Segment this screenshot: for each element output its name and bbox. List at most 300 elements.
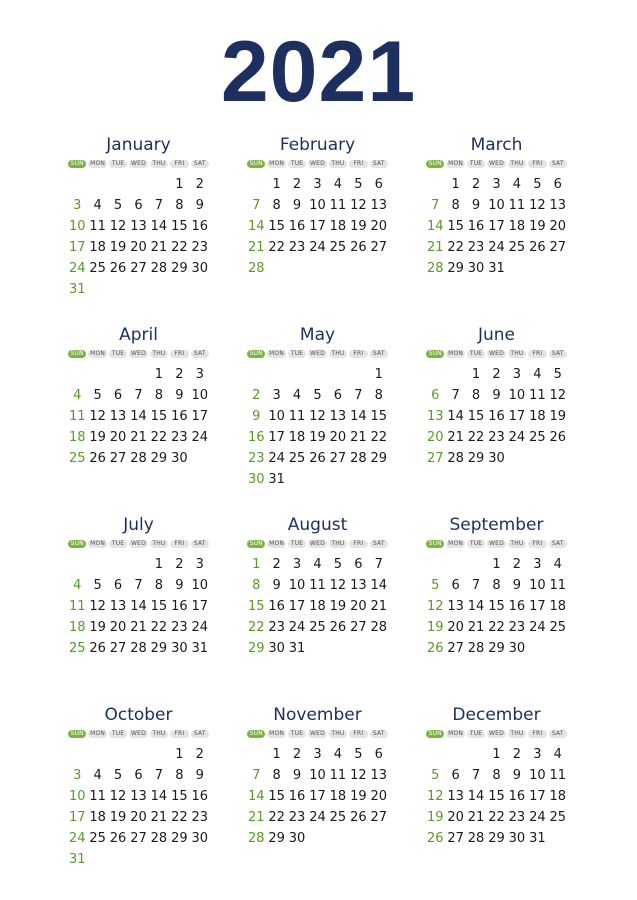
day-cell: 7 xyxy=(154,768,164,783)
empty-cell xyxy=(445,364,465,385)
day-cell: 21 xyxy=(426,240,444,255)
day-cell: 8 xyxy=(272,768,281,783)
day-cell: 16 xyxy=(288,789,306,804)
day-cell: 28 xyxy=(247,261,265,276)
weekday-label: SAT xyxy=(191,160,209,168)
day-cell: 17 xyxy=(488,219,505,234)
day-cell: 20 xyxy=(426,430,444,445)
weekday-label: SUN xyxy=(426,350,444,358)
day-cell: 6 xyxy=(431,388,440,403)
day-cell: 21 xyxy=(130,430,147,445)
empty-cell xyxy=(246,364,266,385)
day-cell: 4 xyxy=(292,388,302,403)
day-cell: 2 xyxy=(512,557,522,572)
weekday-label: THU xyxy=(150,540,168,548)
day-cell: 15 xyxy=(150,599,168,614)
day-cell: 1 xyxy=(154,367,164,382)
day-cell: 11 xyxy=(329,198,347,213)
day-cell: 4 xyxy=(93,768,102,783)
weekday-header xyxy=(246,348,389,360)
month-name: February xyxy=(279,135,356,155)
day-cell: 26 xyxy=(426,831,444,846)
day-cell: 2 xyxy=(292,177,302,192)
weekday-label: TUE xyxy=(109,540,127,548)
day-cell: 5 xyxy=(431,578,440,593)
day-cell: 13 xyxy=(350,578,367,593)
weekday-label: WED xyxy=(489,160,504,167)
month-february xyxy=(246,130,389,320)
day-cell: 14 xyxy=(467,599,485,614)
day-cell: 26 xyxy=(350,240,367,255)
day-cell: 10 xyxy=(488,198,505,213)
day-cell: 10 xyxy=(288,578,306,593)
day-cell: 1 xyxy=(272,747,281,762)
day-cell: 30 xyxy=(171,451,188,466)
empty-cell xyxy=(445,744,465,765)
month-april xyxy=(67,320,210,510)
weekday-label: SUN xyxy=(68,730,86,738)
day-cell: 11 xyxy=(89,219,106,234)
weekday-label: FRI xyxy=(170,540,188,548)
day-cell: 8 xyxy=(492,578,501,593)
day-cell: 8 xyxy=(451,198,460,213)
empty-cell xyxy=(149,174,169,195)
day-cell: 29 xyxy=(150,641,168,656)
weekday-label: MON xyxy=(269,350,285,357)
weekday-label: MON xyxy=(90,160,106,167)
weekday-header xyxy=(425,158,568,170)
weekday-label: WED xyxy=(131,160,146,167)
day-cell: 28 xyxy=(350,451,367,466)
month-march xyxy=(425,130,568,320)
weekday-label: SUN xyxy=(247,730,265,738)
day-cell: 13 xyxy=(447,599,464,614)
weekday-label: MON xyxy=(90,540,106,547)
day-cell: 21 xyxy=(247,240,265,255)
day-cell: 31 xyxy=(68,852,86,867)
empty-cell xyxy=(67,364,87,385)
weekday-label: SUN xyxy=(247,350,265,358)
day-cell: 9 xyxy=(272,578,281,593)
day-cell: 23 xyxy=(191,810,209,825)
day-cell: 10 xyxy=(191,388,209,403)
empty-cell xyxy=(149,744,169,765)
day-cell: 5 xyxy=(93,578,102,593)
day-cell: 7 xyxy=(471,768,481,783)
day-cell: 22 xyxy=(467,430,485,445)
day-cell: 29 xyxy=(268,831,285,846)
weekday-label: TUE xyxy=(109,350,127,358)
weekday-label: FRI xyxy=(170,160,188,168)
day-cell: 19 xyxy=(309,430,326,445)
day-cell: 2 xyxy=(292,747,302,762)
day-cell: 15 xyxy=(171,219,188,234)
day-cell: 4 xyxy=(333,747,343,762)
day-cell: 23 xyxy=(508,810,526,825)
empty-cell xyxy=(87,554,107,575)
day-cell: 29 xyxy=(247,641,265,656)
day-cell: 27 xyxy=(350,620,367,635)
day-cell: 1 xyxy=(175,177,184,192)
weekday-label: THU xyxy=(508,160,526,168)
empty-cell xyxy=(108,174,128,195)
empty-cell xyxy=(425,744,445,765)
day-cell: 14 xyxy=(467,789,485,804)
day-cell: 10 xyxy=(529,578,546,593)
day-cell: 14 xyxy=(350,409,367,424)
day-cell: 24 xyxy=(68,261,86,276)
day-cell: 17 xyxy=(529,599,546,614)
day-cell: 5 xyxy=(113,198,123,213)
day-cell: 28 xyxy=(467,831,485,846)
empty-cell xyxy=(128,364,148,385)
day-cell: 28 xyxy=(130,641,147,656)
day-cell: 23 xyxy=(247,451,265,466)
weekday-label: TUE xyxy=(467,730,485,738)
weekday-label: SUN xyxy=(247,160,265,168)
day-cell: 29 xyxy=(488,641,505,656)
weekday-label: THU xyxy=(329,540,347,548)
weekday-label: MON xyxy=(448,730,464,737)
day-cell: 31 xyxy=(288,641,306,656)
day-cell: 29 xyxy=(171,831,188,846)
weekday-label: SUN xyxy=(247,540,265,548)
month-december xyxy=(425,700,568,890)
weekday-label: FRI xyxy=(528,730,546,738)
day-grid xyxy=(246,744,389,849)
day-cell: 23 xyxy=(467,240,485,255)
day-cell: 9 xyxy=(512,578,522,593)
day-cell: 9 xyxy=(512,768,522,783)
day-cell: 2 xyxy=(252,388,261,403)
weekday-header xyxy=(67,348,210,360)
day-cell: 16 xyxy=(467,219,485,234)
day-cell: 9 xyxy=(175,578,184,593)
day-cell: 10 xyxy=(309,198,326,213)
month-september xyxy=(425,510,568,700)
day-cell: 7 xyxy=(134,578,143,593)
day-cell: 4 xyxy=(313,557,322,572)
weekday-label: WED xyxy=(489,730,504,737)
day-cell: 27 xyxy=(426,451,444,466)
day-cell: 7 xyxy=(451,388,460,403)
day-cell: 9 xyxy=(292,768,302,783)
month-name: October xyxy=(104,705,173,725)
day-cell: 6 xyxy=(374,177,383,192)
day-cell: 30 xyxy=(191,261,209,276)
day-cell: 14 xyxy=(150,219,168,234)
day-cell: 18 xyxy=(549,789,567,804)
day-cell: 25 xyxy=(309,620,326,635)
day-cell: 22 xyxy=(488,620,505,635)
day-cell: 23 xyxy=(288,810,306,825)
day-cell: 2 xyxy=(175,367,184,382)
day-cell: 8 xyxy=(154,388,164,403)
day-cell: 16 xyxy=(171,409,188,424)
day-cell: 24 xyxy=(309,810,326,825)
day-cell: 27 xyxy=(329,451,347,466)
weekday-label: THU xyxy=(508,540,526,548)
day-cell: 11 xyxy=(549,768,567,783)
day-cell: 24 xyxy=(191,430,209,445)
day-cell: 25 xyxy=(89,261,106,276)
day-grid xyxy=(246,554,389,659)
day-cell: 6 xyxy=(113,388,123,403)
weekday-label: THU xyxy=(150,160,168,168)
day-cell: 9 xyxy=(252,409,261,424)
day-cell: 10 xyxy=(508,388,526,403)
day-cell: 1 xyxy=(492,557,501,572)
weekday-label: MON xyxy=(90,730,106,737)
day-cell: 27 xyxy=(370,810,388,825)
day-cell: 19 xyxy=(426,620,444,635)
day-cell: 15 xyxy=(268,789,285,804)
month-name: March xyxy=(470,135,523,155)
day-cell: 28 xyxy=(247,831,265,846)
day-cell: 21 xyxy=(447,430,464,445)
day-cell: 2 xyxy=(272,557,281,572)
day-cell: 1 xyxy=(374,367,383,382)
day-cell: 26 xyxy=(426,641,444,656)
day-cell: 24 xyxy=(488,240,505,255)
empty-cell xyxy=(466,554,486,575)
month-october xyxy=(67,700,210,890)
weekday-label: MON xyxy=(90,350,106,357)
day-cell: 3 xyxy=(272,388,281,403)
day-cell: 20 xyxy=(447,810,464,825)
day-cell: 12 xyxy=(309,409,326,424)
day-cell: 2 xyxy=(195,177,204,192)
empty-cell xyxy=(287,364,307,385)
day-cell: 8 xyxy=(252,578,261,593)
day-cell: 3 xyxy=(195,367,204,382)
empty-cell xyxy=(266,364,286,385)
weekday-label: SAT xyxy=(370,350,388,358)
year-title: 2021 xyxy=(220,24,417,120)
weekday-label: SUN xyxy=(68,350,86,358)
day-grid xyxy=(67,554,210,659)
day-cell: 28 xyxy=(467,641,485,656)
day-cell: 3 xyxy=(195,557,204,572)
weekday-label: TUE xyxy=(288,160,306,168)
weekday-label: TUE xyxy=(467,350,485,358)
day-cell: 3 xyxy=(533,557,542,572)
weekday-label: FRI xyxy=(349,540,367,548)
day-cell: 26 xyxy=(350,810,367,825)
day-cell: 29 xyxy=(467,451,485,466)
day-cell: 11 xyxy=(68,409,86,424)
weekday-header xyxy=(67,728,210,740)
day-cell: 23 xyxy=(488,430,505,445)
day-grid xyxy=(425,744,568,849)
day-cell: 4 xyxy=(73,388,82,403)
day-cell: 15 xyxy=(370,409,388,424)
day-cell: 10 xyxy=(68,789,86,804)
empty-cell xyxy=(246,744,266,765)
day-cell: 19 xyxy=(89,620,106,635)
month-july xyxy=(67,510,210,700)
day-cell: 14 xyxy=(150,789,168,804)
month-name: April xyxy=(119,325,158,345)
day-cell: 20 xyxy=(329,430,347,445)
weekday-label: TUE xyxy=(467,160,485,168)
weekday-label: WED xyxy=(310,160,325,167)
day-cell: 22 xyxy=(268,240,285,255)
day-cell: 12 xyxy=(89,599,106,614)
day-cell: 3 xyxy=(313,177,322,192)
day-cell: 17 xyxy=(191,409,209,424)
day-cell: 3 xyxy=(313,747,322,762)
weekday-label: SAT xyxy=(370,730,388,738)
day-cell: 3 xyxy=(292,557,302,572)
empty-cell xyxy=(466,744,486,765)
day-cell: 15 xyxy=(171,789,188,804)
day-grid xyxy=(67,174,210,300)
weekday-label: THU xyxy=(508,730,526,738)
day-cell: 27 xyxy=(109,641,127,656)
day-cell: 2 xyxy=(195,747,204,762)
day-cell: 3 xyxy=(73,768,82,783)
weekday-label: MON xyxy=(448,350,464,357)
day-grid xyxy=(67,744,210,870)
weekday-header xyxy=(67,158,210,170)
weekday-header xyxy=(246,728,389,740)
weekday-label: SAT xyxy=(370,540,388,548)
weekday-label: SAT xyxy=(549,730,567,738)
day-cell: 31 xyxy=(268,472,285,487)
month-august xyxy=(246,510,389,700)
day-cell: 11 xyxy=(549,578,567,593)
day-cell: 9 xyxy=(471,198,481,213)
day-cell: 7 xyxy=(252,198,261,213)
weekday-label: TUE xyxy=(288,730,306,738)
day-cell: 4 xyxy=(553,747,562,762)
weekday-label: SAT xyxy=(191,730,209,738)
day-cell: 30 xyxy=(171,641,188,656)
day-cell: 18 xyxy=(68,620,86,635)
day-cell: 27 xyxy=(549,240,567,255)
day-cell: 18 xyxy=(89,240,106,255)
day-grid xyxy=(425,364,568,469)
day-cell: 6 xyxy=(374,747,383,762)
weekday-label: WED xyxy=(310,730,325,737)
day-cell: 4 xyxy=(93,198,102,213)
day-cell: 31 xyxy=(191,641,209,656)
day-cell: 8 xyxy=(492,768,501,783)
day-grid xyxy=(425,174,568,279)
day-cell: 13 xyxy=(329,409,347,424)
day-cell: 9 xyxy=(292,198,302,213)
empty-cell xyxy=(87,174,107,195)
day-cell: 30 xyxy=(191,831,209,846)
empty-cell xyxy=(307,364,327,385)
empty-cell xyxy=(328,364,348,385)
day-cell: 12 xyxy=(426,789,444,804)
weekday-label: WED xyxy=(131,540,146,547)
day-cell: 20 xyxy=(130,810,147,825)
day-cell: 5 xyxy=(93,388,102,403)
day-cell: 26 xyxy=(309,451,326,466)
day-cell: 13 xyxy=(549,198,567,213)
empty-cell xyxy=(128,554,148,575)
day-cell: 26 xyxy=(89,451,106,466)
day-cell: 25 xyxy=(329,240,347,255)
month-name: August xyxy=(287,515,348,535)
day-cell: 17 xyxy=(529,789,546,804)
day-cell: 22 xyxy=(150,430,168,445)
day-cell: 21 xyxy=(467,810,485,825)
day-cell: 24 xyxy=(529,620,546,635)
day-cell: 14 xyxy=(426,219,444,234)
day-cell: 4 xyxy=(333,177,343,192)
day-cell: 29 xyxy=(488,831,505,846)
day-cell: 11 xyxy=(329,768,347,783)
month-name: November xyxy=(273,705,362,725)
day-cell: 28 xyxy=(370,620,388,635)
day-cell: 12 xyxy=(549,388,567,403)
day-cell: 22 xyxy=(268,810,285,825)
day-cell: 31 xyxy=(488,261,505,276)
weekday-label: THU xyxy=(329,730,347,738)
day-cell: 1 xyxy=(451,177,460,192)
day-cell: 14 xyxy=(247,219,265,234)
day-cell: 25 xyxy=(508,240,526,255)
day-cell: 22 xyxy=(247,620,265,635)
day-cell: 11 xyxy=(89,789,106,804)
empty-cell xyxy=(425,364,445,385)
day-cell: 30 xyxy=(488,451,505,466)
day-cell: 3 xyxy=(492,177,501,192)
day-cell: 12 xyxy=(89,409,106,424)
weekday-label: SUN xyxy=(426,540,444,548)
day-cell: 24 xyxy=(268,451,285,466)
day-cell: 29 xyxy=(171,261,188,276)
weekday-label: MON xyxy=(269,730,285,737)
day-cell: 19 xyxy=(549,409,567,424)
day-cell: 21 xyxy=(150,810,168,825)
day-cell: 14 xyxy=(130,599,147,614)
day-cell: 18 xyxy=(288,430,306,445)
day-cell: 24 xyxy=(508,430,526,445)
weekday-label: SAT xyxy=(191,540,209,548)
month-name: December xyxy=(452,705,541,725)
day-cell: 5 xyxy=(113,768,123,783)
day-cell: 8 xyxy=(374,388,383,403)
day-cell: 20 xyxy=(549,219,567,234)
month-name: May xyxy=(299,325,336,345)
empty-cell xyxy=(246,174,266,195)
day-cell: 10 xyxy=(191,578,209,593)
weekday-label: THU xyxy=(329,350,347,358)
month-june xyxy=(425,320,568,510)
day-cell: 19 xyxy=(529,219,546,234)
day-cell: 14 xyxy=(447,409,464,424)
day-cell: 6 xyxy=(134,768,143,783)
day-cell: 19 xyxy=(350,789,367,804)
day-cell: 27 xyxy=(130,261,147,276)
day-cell: 25 xyxy=(68,641,86,656)
day-cell: 17 xyxy=(309,789,326,804)
day-cell: 27 xyxy=(447,831,464,846)
day-cell: 23 xyxy=(268,620,285,635)
day-cell: 5 xyxy=(354,747,363,762)
day-cell: 20 xyxy=(109,430,127,445)
day-cell: 16 xyxy=(247,430,265,445)
day-grid xyxy=(246,174,389,279)
day-cell: 25 xyxy=(549,810,567,825)
day-cell: 8 xyxy=(175,198,184,213)
day-cell: 2 xyxy=(471,177,481,192)
